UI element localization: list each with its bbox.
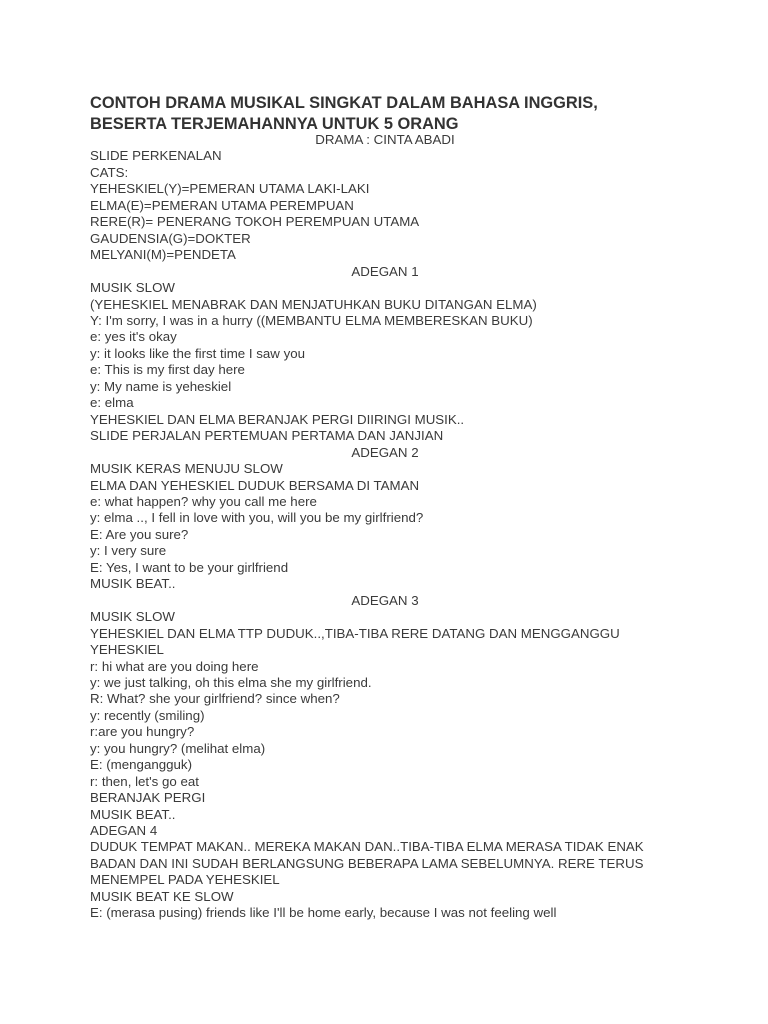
script-line: MUSIK KERAS MENUJU SLOW <box>90 461 283 477</box>
script-line: DUDUK TEMPAT MAKAN.. MEREKA MAKAN DAN..TIBA-TIBA ELMA MERASA TIDAK ENAK <box>90 839 644 855</box>
script-line: ELMA(E)=PEMERAN UTAMA PEREMPUAN <box>90 197 354 213</box>
script-line: ELMA DAN YEHESKIEL DUDUK BERSAMA DI TAMAN <box>90 477 420 493</box>
script-line: e: yes it's okay <box>90 329 177 345</box>
script-line: CATS: <box>90 164 129 180</box>
script-line: e: what happen? why you call me here <box>90 493 317 509</box>
script-line: E: Are you sure? <box>90 526 189 542</box>
document-page <box>90 93 680 922</box>
script-line: BERANJAK PERGI <box>90 790 206 806</box>
script-line: SLIDE PERKENALAN <box>90 148 222 164</box>
script-line: MELYANI(M)=PENDETA <box>90 247 236 263</box>
script-line: e: elma <box>90 395 134 411</box>
scene-heading: ADEGAN 3 <box>351 592 419 608</box>
script-line: MUSIK SLOW <box>90 609 175 625</box>
script-line: RERE(R)= PENERANG TOKOH PEREMPUAN UTAMA <box>90 214 420 230</box>
script-line: r: hi what are you doing here <box>90 658 259 674</box>
script-line: E: (mengangguk) <box>90 757 192 773</box>
title-line: CONTOH DRAMA MUSIKAL SINGKAT DALAM BAHASA INGGRIS, <box>90 94 598 112</box>
script-line: GAUDENSIA(G)=DOKTER <box>90 230 251 246</box>
document-title <box>90 93 680 135</box>
script-line: YEHESKIEL <box>90 642 164 658</box>
script-line: YEHESKIEL DAN ELMA BERANJAK PERGI DIIRINGI MUSIK.. <box>90 411 465 427</box>
script-line: r:are you hungry? <box>90 724 195 740</box>
script-line: ADEGAN 4 <box>90 823 158 839</box>
script-line: MUSIK BEAT.. <box>90 576 176 592</box>
script-line: MUSIK SLOW <box>90 280 175 296</box>
script-line: y: we just talking, oh this elma she my girlfriend. <box>90 674 372 690</box>
script-line: y: I very sure <box>90 543 167 559</box>
script-line: R: What? she your girlfriend? since when? <box>90 691 340 707</box>
script-line: YEHESKIEL(Y)=PEMERAN UTAMA LAKI-LAKI <box>90 181 370 197</box>
scene-heading: DRAMA : CINTA ABADI <box>315 132 455 147</box>
script-line: y: My name is yeheskiel <box>90 378 232 394</box>
scene-heading: ADEGAN 2 <box>351 444 419 460</box>
script-line: y: elma .., I fell in love with you, will you be my girlfriend? <box>90 510 424 526</box>
script-line: Y: I'm sorry, I was in a hurry ((MEMBANTU ELMA MEMBERESKAN BUKU) <box>90 312 533 328</box>
scene-heading: ADEGAN 1 <box>351 263 419 279</box>
script-line: MUSIK BEAT.. <box>90 806 176 822</box>
script-line: SLIDE PERJALAN PERTEMUAN PERTAMA DAN JANJIAN <box>90 428 444 444</box>
script-line: BADAN DAN INI SUDAH BERLANGSUNG BEBERAPA LAMA SEBELUMNYA. RERE TERUS <box>90 855 644 871</box>
title-line: BESERTA TERJEMAHANNYA UNTUK 5 ORANG <box>90 115 459 133</box>
script-line: e: This is my first day here <box>90 362 245 378</box>
script-line: MUSIK BEAT KE SLOW <box>90 888 234 904</box>
document-body <box>90 132 680 922</box>
script-line: y: it looks like the first time I saw you <box>90 345 306 361</box>
script-line: (YEHESKIEL MENABRAK DAN MENJATUHKAN BUKU DITANGAN ELMA) <box>90 296 537 312</box>
script-line: y: recently (smiling) <box>90 707 205 723</box>
script-line: y: you hungry? (melihat elma) <box>90 740 266 756</box>
script-line: r: then, let's go eat <box>90 773 199 789</box>
script-line: YEHESKIEL DAN ELMA TTP DUDUK..,TIBA-TIBA RERE DATANG DAN MENGGANGGU <box>90 625 620 641</box>
script-line: MENEMPEL PADA YEHESKIEL <box>90 872 280 888</box>
script-line: E: (merasa pusing) friends like I'll be home early, because I was not feeling well <box>90 905 557 921</box>
script-line: E: Yes, I want to be your girlfriend <box>90 559 289 575</box>
